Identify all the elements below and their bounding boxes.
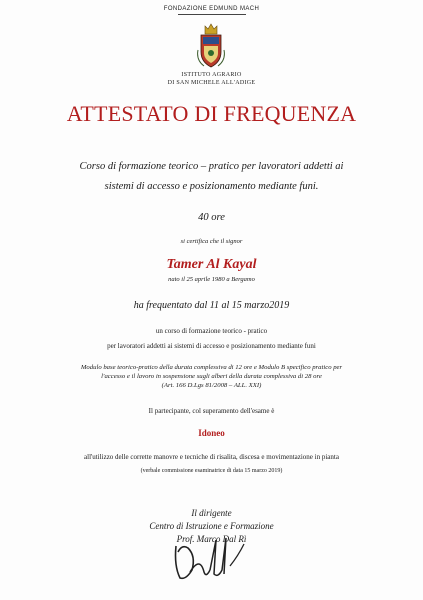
- attendance-dates: ha frequentato dal 11 al 15 marzo2019: [133, 300, 290, 311]
- module-line-1: Modulo base teorico-pratico della durata complessiva di 12 ore e Modulo B specifico pratico per: [80, 364, 343, 371]
- exam-result: Idoneo: [198, 428, 225, 438]
- institute-line-2: DI SAN MICHELE ALL'ADIGE: [167, 80, 256, 86]
- exam-report-note: (verbale commissione esaminatrice di data 15 marzo 2019): [140, 468, 283, 474]
- signatory-role: Il dirigente: [191, 508, 232, 518]
- course-description-line-2: sistemi di accesso e posizionamento mediante funi.: [104, 181, 319, 192]
- course-description-line-1: Corso di formazione teorico – pratico per lavoratori addetti ai: [79, 161, 344, 172]
- module-line-2: l'accesso e il lavoro in sospensione sugli alberi della durata complessiva di 28 ore: [101, 373, 322, 380]
- signatory-name: Prof. Marco Dal Rì: [176, 534, 247, 544]
- course-summary-line-1: un corso di formazione teorico - pratico: [155, 327, 268, 335]
- signatory-office: Centro di Istruzione e Formazione: [149, 521, 274, 531]
- coat-of-arms-icon: [196, 20, 226, 70]
- foundation-name: FONDAZIONE EDMUND MACH: [163, 6, 260, 12]
- course-summary-line-2: per lavoratori addetti ai sistemi di accesso e posizionamento mediante funi: [107, 342, 316, 350]
- institute-line-1: ISTITUTO AGRARIO: [181, 72, 242, 78]
- handwritten-signature: [146, 526, 266, 586]
- certificate-title: ATTESTATO DI FREQUENZA: [66, 101, 357, 126]
- qualification-scope: all'utilizzo delle corrette manovre e tecniche di risalita, discesa e movimentazione in pianta: [84, 453, 339, 461]
- course-hours: 40 ore: [198, 212, 225, 223]
- module-line-3: (Art. 166 D.Lgs 81/2008 – ALL. XXI): [161, 382, 262, 389]
- foundation-underline: [178, 14, 246, 15]
- certify-statement: si certifica che il signor: [180, 238, 243, 245]
- participant-birth: nato il 25 aprile 1980 a Bergamo: [168, 276, 255, 283]
- exam-statement: Il partecipante, col superamento dell'esame è: [148, 407, 275, 415]
- participant-name: Tamer Al Kayal: [166, 257, 257, 272]
